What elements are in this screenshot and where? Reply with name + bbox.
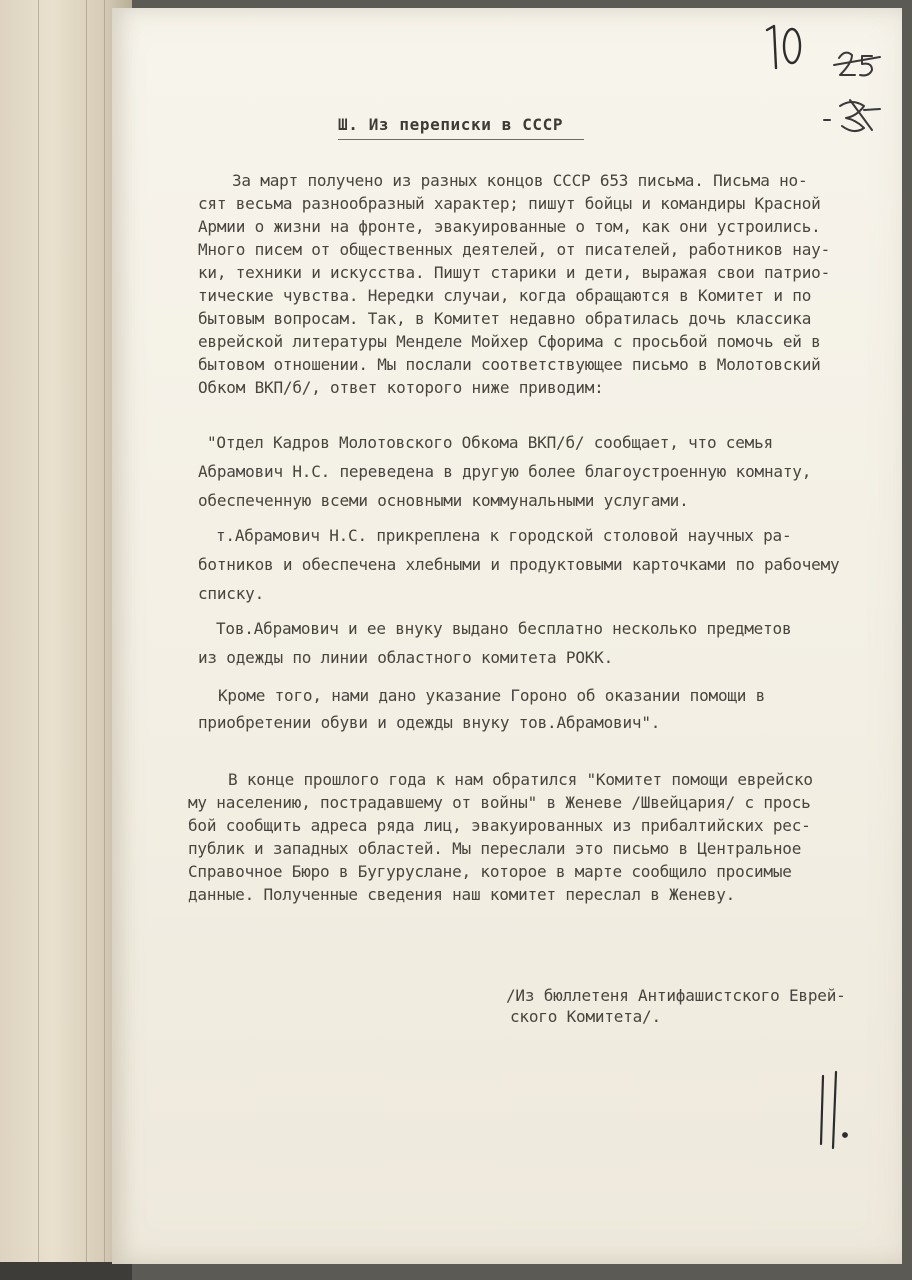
- paragraph1-line: бытовым вопросам. Так, в Комитет недавно обратилась дочь классика: [198, 309, 812, 328]
- quote-line: обеспеченную всеми основными коммунальными услугами.: [198, 491, 689, 510]
- handwritten-bottom-number: [821, 1072, 847, 1148]
- paragraph1-line: Армии о жизни на фронте, эвакуированные о том, как они устроились.: [198, 217, 821, 236]
- paragraph1-line: бытовом отношении. Мы послали соответствующее письмо в Молотовский: [198, 355, 821, 374]
- quote-line: Абрамович Н.С. переведена в другую более благоустроенную комнату,: [198, 462, 812, 481]
- handwritten-archive-number-new: [824, 100, 880, 131]
- paragraph1-line: Обком ВКП/б/, ответ которого ниже приводим:: [198, 378, 604, 397]
- quote-line: ботников и обеспечена хлебными и продуктовыми карточками по рабочему: [198, 555, 840, 574]
- quote-line: т.Абрамович Н.С. прикреплена к городской столовой научных ра-: [216, 526, 792, 545]
- paragraph2-line: публик и западных областей. Мы переслали это письмо в Центральное: [188, 839, 802, 858]
- handwritten-page-number-10-zero: [784, 29, 800, 63]
- source-attribution-line: /Из бюллетеня Антифашистского Еврей-: [506, 986, 846, 1005]
- paragraph1-line: За март получено из разных концов СССР 653 письма. Письма но-: [232, 171, 808, 190]
- paragraph1-line: тические чувства. Нередки случаи, когда обращаются в Комитет и по: [198, 286, 812, 305]
- section-title: Ш. Из переписки в СССР: [338, 115, 564, 134]
- document-page: [112, 8, 902, 1264]
- paragraph1-line: Много писем от общественных деятелей, от писателей, работников нау-: [198, 240, 830, 259]
- title-underline: [338, 139, 584, 140]
- quote-line: Тов.Абрамович и ее внуку выдано бесплатно несколько предметов: [216, 619, 792, 638]
- handwritten-page-number-10: [767, 26, 776, 68]
- paragraph1-line: еврейской литературы Менделе Мойхер Сфорима с просьбой помочь ей в: [198, 332, 821, 351]
- quote-line: "Отдел Кадров Молотовского Обкома ВКП/б/ сообщает, что семья: [207, 433, 773, 452]
- paragraph2-line: данные. Полученные сведения наш комитет переслал в Женеву.: [188, 885, 736, 904]
- paragraph1-line: ки, техники и искусства. Пишут старики и дети, выражая свои патрио-: [198, 263, 830, 282]
- quote-line: списку.: [198, 584, 265, 603]
- paragraph2-line: В конце прошлого года к нам обратился "Комитет помощи еврейско: [228, 770, 813, 789]
- paragraph2-line: Справочное Бюро в Бугуруслане, которое в марте сообщило просимые: [188, 862, 792, 881]
- paragraph2-line: му населению, пострадавшему от войны" в Женеве /Швейцария/ с прось: [188, 793, 811, 812]
- background-edge: [0, 1262, 132, 1280]
- handwritten-archive-number-old: [834, 53, 880, 76]
- paragraph1-line: сят весьма разнообразный характер; пишут бойцы и командиры Красной: [198, 194, 821, 213]
- source-attribution-line: ского Комитета/.: [510, 1007, 661, 1026]
- quote-line: приобретении обуви и одежды внуку тов.Абрамович".: [198, 713, 661, 732]
- paragraph2-line: бой сообщить адреса ряда лиц, эвакуированных из прибалтийских рес-: [188, 816, 811, 835]
- quote-line: из одежды по линии областного комитета РОКК.: [198, 648, 614, 667]
- quote-line: Кроме того, нами дано указание Гороно об оказании помощи в: [218, 686, 766, 705]
